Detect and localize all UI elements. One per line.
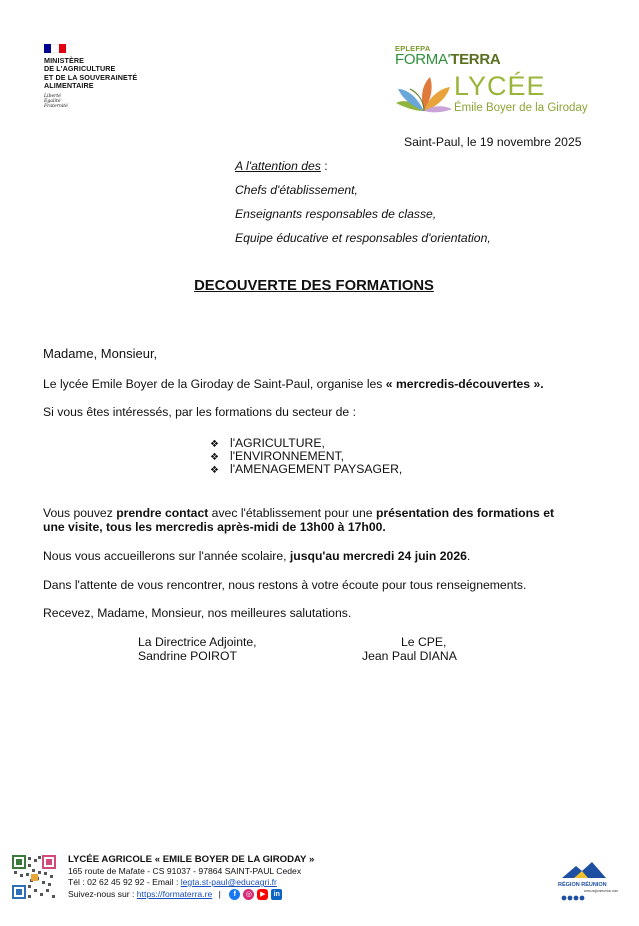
p1-text: Le lycée Emile Boyer de la Giroday de Saint-Paul, organise les	[43, 377, 386, 391]
paragraph-3-line-2: une visite, tous les mercredis après-midi de 13h00 à 17h00.	[43, 520, 386, 534]
region-reunion-logo	[552, 858, 619, 904]
paragraph-1	[43, 377, 544, 391]
lycee-logo	[392, 44, 602, 119]
ministry-logo	[44, 44, 184, 109]
region-social-icon	[562, 896, 567, 901]
logo-terra: TERRA	[450, 51, 501, 68]
recipient: Enseignants responsables de classe,	[235, 207, 437, 221]
paragraph-4	[43, 549, 470, 563]
ministry-line: ET DE LA SOUVERAINETÉ	[44, 72, 138, 82]
footer-contact	[68, 877, 277, 887]
ministry-line: DE L'AGRICULTURE	[44, 64, 116, 74]
region-url: www.regionreunion.com	[584, 889, 619, 893]
footer-follow	[68, 889, 282, 900]
attention-line	[235, 159, 328, 173]
region-social-icon	[580, 896, 585, 901]
p4-bold: jusqu'au mercredi 24 juin 2026	[289, 549, 467, 563]
diamond-bullet-icon: ❖	[210, 452, 219, 463]
paragraph-6: Recevez, Madame, Monsieur, nos meilleures salutations.	[43, 606, 352, 620]
logo-eplefpa: EPLEFPA	[395, 44, 431, 53]
page-title: DECOUVERTE DES FORMATIONS	[194, 278, 434, 294]
p3-d: présentation des formations et	[375, 506, 555, 520]
instagram-icon[interactable]: ◎	[243, 889, 254, 900]
region-social-icon	[568, 896, 573, 901]
email-link[interactable]: legta.st-paul@educagri.fr	[180, 877, 277, 887]
p3-a: Vous pouvez	[43, 506, 117, 520]
signature-right-role: Le CPE,	[401, 635, 447, 649]
attention-label: A l'attention des	[235, 159, 321, 173]
footer-address: 165 route de Mafate - CS 91037 - 97864 SAINT-PAUL Cedex	[68, 866, 302, 876]
logo-lycee: LYCÉE	[454, 71, 546, 101]
recipient: Chefs d'établissement,	[235, 183, 358, 197]
contact-prefix: Tél : 02 62 45 92 92 - Email :	[68, 877, 181, 887]
p1-bold: « mercredis-découvertes ».	[385, 377, 544, 391]
sector-label: l'ENVIRONNEMENT,	[230, 449, 345, 463]
p4-end: .	[466, 549, 471, 563]
diamond-bullet-icon: ❖	[210, 439, 219, 450]
p3-c: avec l'établissement pour une	[208, 506, 376, 520]
diamond-bullet-icon: ❖	[210, 465, 219, 476]
motto-liberte: Liberté	[44, 93, 61, 99]
motto-egalite: Égalité	[44, 98, 61, 104]
paragraph-2: Si vous êtes intéressés, par les formations du secteur de :	[43, 405, 356, 419]
p4-text: Nous vous accueillerons sur l'année scolaire,	[43, 549, 290, 563]
letter-date: Saint-Paul, le 19 novembre 2025	[404, 135, 582, 149]
follow-prefix: Suivez-nous sur :	[68, 889, 137, 899]
signature-left-name: Sandrine POIROT	[138, 649, 237, 663]
youtube-icon[interactable]: ▶	[257, 889, 268, 900]
leaf-logo-icon	[394, 71, 454, 116]
social-links	[229, 889, 282, 900]
facebook-icon[interactable]: f	[229, 889, 240, 900]
logo-formaterra	[395, 51, 500, 68]
signature-right-name: Jean Paul DIANA	[362, 649, 457, 663]
ministry-name	[44, 57, 184, 91]
sector-label: l'AGRICULTURE,	[230, 436, 325, 450]
motto-fraternite: Fraternité	[44, 104, 68, 110]
website-link[interactable]: https://formaterra.re	[136, 889, 213, 899]
french-flag-icon	[44, 44, 66, 53]
attention-colon: :	[320, 159, 328, 173]
greeting: Madame, Monsieur,	[43, 346, 158, 361]
qr-code-icon	[12, 855, 56, 899]
logo-forma: FORMA'	[395, 51, 451, 68]
paragraph-5: Dans l'attente de vous rencontrer, nous restons à votre écoute pour tous renseignements.	[43, 578, 527, 592]
logo-school-name: Émile Boyer de la Giroday	[454, 102, 588, 114]
ministry-line: MINISTÈRE	[44, 56, 85, 65]
paragraph-3-line-1	[43, 506, 554, 520]
region-label: RÉGION RÉUNION	[558, 882, 607, 888]
footer-school-name: LYCÉE AGRICOLE « EMILE BOYER DE LA GIRODAY »	[68, 854, 315, 865]
signature-left-role: La Directrice Adjointe,	[138, 635, 257, 649]
republic-motto	[44, 94, 184, 110]
list-item	[210, 462, 402, 478]
ministry-line: ALIMENTAIRE	[44, 81, 94, 91]
sector-label: l'AMENAGEMENT PAYSAGER,	[230, 462, 403, 476]
p3-b: prendre contact	[116, 506, 209, 520]
region-social-icon	[574, 896, 579, 901]
recipient: Equipe éducative et responsables d'orientation,	[235, 231, 491, 245]
linkedin-icon[interactable]: in	[271, 889, 282, 900]
separator: |	[218, 889, 221, 899]
